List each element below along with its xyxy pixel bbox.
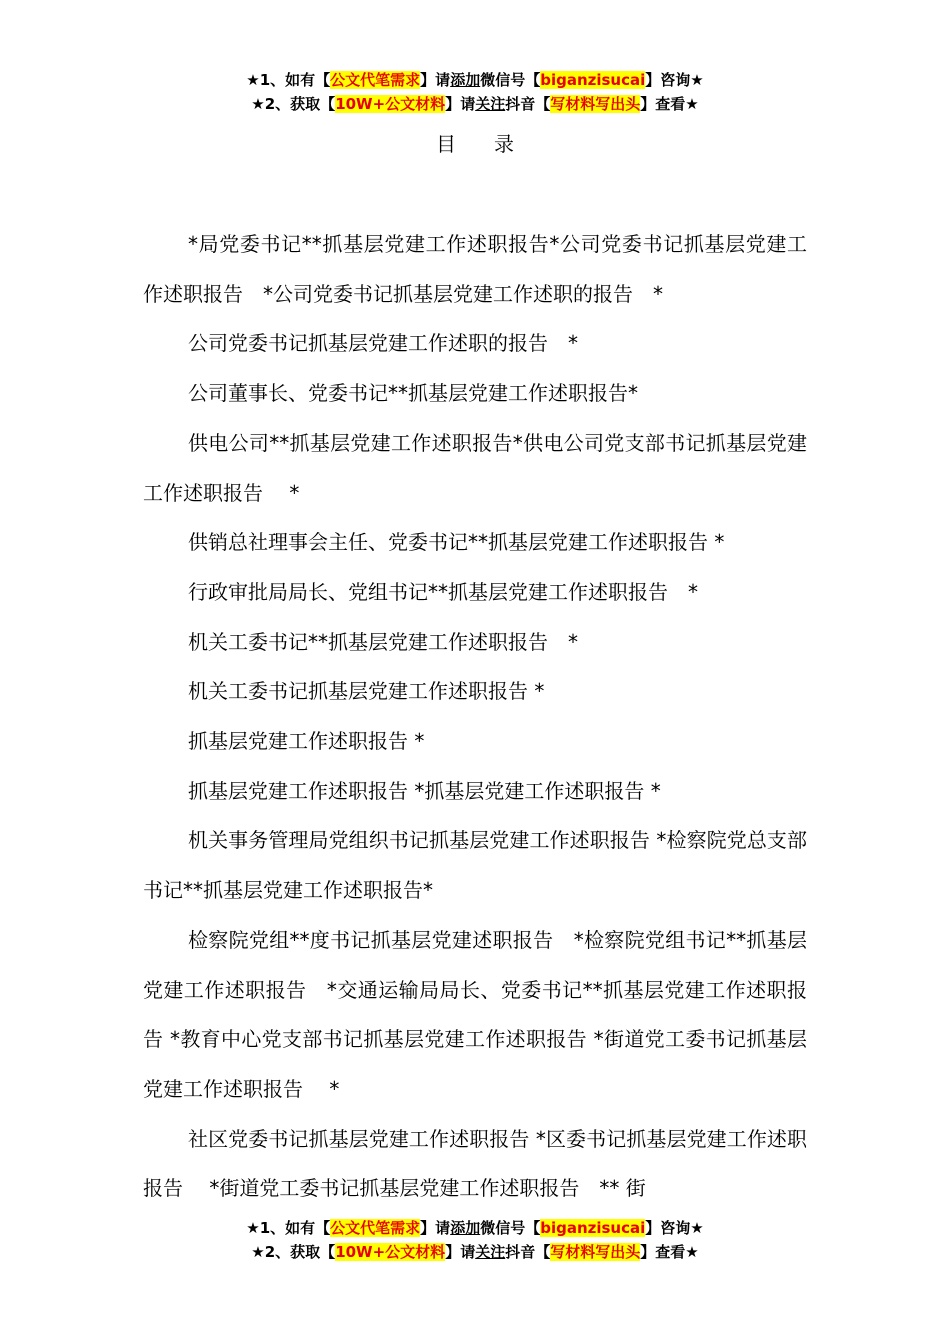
banner-text: 】咨询★: [645, 1219, 704, 1237]
banner-highlight: 公文代笔需求: [330, 1219, 421, 1237]
banner-text: ★2、获取【: [251, 1243, 336, 1261]
toc-entry[interactable]: 机关事务管理局党组织书记抓基层党建工作述职报告 *检察院党总支部书记**抓基层党建工作述职报告*: [143, 828, 807, 903]
banner-text: 】查看★: [640, 1243, 699, 1261]
banner-text: ★1、如有【: [246, 1219, 331, 1237]
toc-entry[interactable]: 公司党委书记抓基层党建工作述职的报告 *: [188, 331, 578, 356]
banner-line-1: [0, 1216, 950, 1240]
toc-entry[interactable]: 检察院党组**度书记抓基层党建述职报告 *检察院党组书记**抓基层党建工作述职报告 *交通运输局局长、党委书记**抓基层党建工作述职报告 *教育中心党支部书记抓基层党建工作述职报告 *街道党工委书记抓基层党建工作述职报告 *: [143, 927, 807, 1101]
banner-underline: 关注: [475, 95, 506, 113]
toc-entry[interactable]: 抓基层党建工作述职报告 *抓基层党建工作述职报告 *: [188, 778, 661, 803]
toc-entry[interactable]: 机关工委书记**抓基层党建工作述职报告 *: [188, 629, 578, 654]
toc-body: [143, 220, 807, 1214]
banner-underline: 添加: [450, 71, 481, 89]
toc-title: 目录: [436, 132, 552, 156]
banner-text: ★1、如有【: [246, 71, 331, 89]
banner-text: 】请: [445, 95, 476, 113]
banner-line-1: [0, 68, 950, 92]
banner-underline: 关注: [475, 1243, 506, 1261]
banner-text: 】查看★: [640, 95, 699, 113]
toc-entry[interactable]: 机关工委书记抓基层党建工作述职报告 *: [188, 679, 545, 704]
toc-entry[interactable]: *局党委书记**抓基层党建工作述职报告*公司党委书记抓基层党建工作述职报告 *公司党委书记抓基层党建工作述职的报告 *: [143, 232, 807, 306]
footer-banner: [0, 1216, 950, 1264]
toc-entry[interactable]: 抓基层党建工作述职报告 *: [188, 729, 425, 754]
banner-text: 微信号【: [480, 1219, 541, 1237]
banner-douyin-id: 写材料写出头: [550, 1243, 641, 1261]
banner-text: 抖音【: [505, 95, 551, 113]
banner-highlight: 公文代笔需求: [330, 71, 421, 89]
banner-wechat-id: biganzisucai: [540, 1219, 646, 1237]
banner-text: ★2、获取【: [251, 95, 336, 113]
toc-entry[interactable]: 行政审批局局长、党组书记**抓基层党建工作述职报告 *: [188, 579, 698, 604]
toc-entry[interactable]: 社区党委书记抓基层党建工作述职报告 *区委书记抓基层党建工作述职报告 *街道党工委书记抓基层党建工作述职报告 ** 街: [143, 1126, 807, 1201]
banner-text: 】请: [445, 1243, 476, 1261]
banner-underline: 添加: [450, 1219, 481, 1237]
toc-entry[interactable]: 公司董事长、党委书记**抓基层党建工作述职报告*: [188, 381, 638, 406]
banner-text: 】请: [420, 1219, 451, 1237]
banner-line-2: [0, 1240, 950, 1264]
banner-text: 微信号【: [480, 71, 541, 89]
banner-text: 】请: [420, 71, 451, 89]
banner-wechat-id: biganzisucai: [540, 71, 646, 89]
banner-highlight: 10W+公文材料: [335, 95, 446, 113]
banner-text: 】咨询★: [645, 71, 704, 89]
banner-highlight: 10W+公文材料: [335, 1243, 446, 1261]
banner-line-2: [0, 92, 950, 116]
toc-entry[interactable]: 供电公司**抓基层党建工作述职报告*供电公司党支部书记抓基层党建工作述职报告 *: [143, 430, 807, 505]
toc-entry[interactable]: 供销总社理事会主任、党委书记**抓基层党建工作述职报告 *: [188, 530, 725, 555]
header-banner: [0, 68, 950, 116]
banner-douyin-id: 写材料写出头: [550, 95, 641, 113]
banner-text: 抖音【: [505, 1243, 551, 1261]
